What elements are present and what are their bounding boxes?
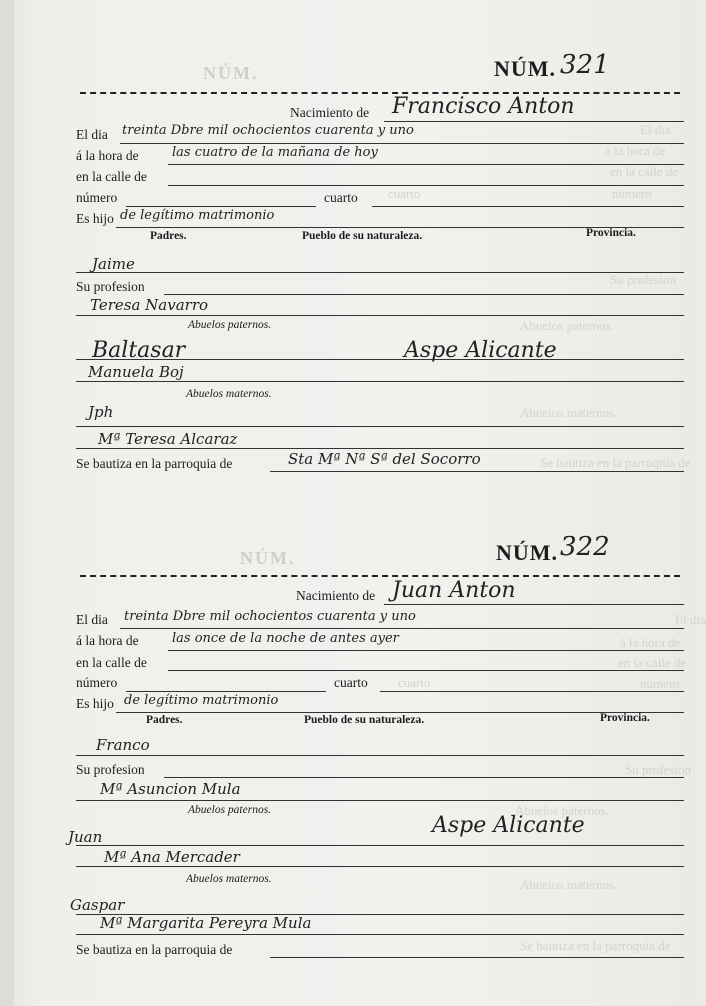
- abuelos-paternos-label-2: Abuelos paternos.: [188, 804, 272, 816]
- a-la-hora-value: las cuatro de la mañana de hoy: [172, 145, 378, 160]
- abuelo-materno-value: Jph: [88, 403, 114, 421]
- cuarto-line-2: [380, 691, 684, 692]
- madre-value-2: Mª Asuncion Mula: [100, 780, 241, 798]
- en-la-calle-line-2: [168, 670, 684, 671]
- number-underline-2: [80, 575, 680, 577]
- numero-line-2: [126, 691, 326, 692]
- bleed-su-profesion-2: Su profesion: [625, 762, 692, 777]
- abuela-paterna-line: [76, 381, 684, 382]
- abuelos-maternos-label-2: Abuelos maternos.: [186, 873, 272, 885]
- a-la-hora-line: [168, 164, 684, 165]
- bleed-su-profesion: Su profesion: [610, 272, 677, 287]
- numero-label-2: número: [76, 675, 118, 690]
- entry-number-value-2: 322: [560, 532, 610, 562]
- bleed-se-bautiza: Se bautiza en la parroquia de: [540, 455, 691, 470]
- en-la-calle-label: en la calle de: [76, 169, 147, 184]
- el-dia-value: treinta Dbre mil ochocientos cuarenta y uno: [122, 123, 414, 138]
- parroquia-value: Sta Mª Nª Sª del Socorro: [288, 450, 481, 468]
- nacimiento-value-2: Juan Anton: [392, 578, 516, 603]
- abuela-materna-value: Mª Teresa Alcaraz: [98, 430, 238, 448]
- bleed-abuelos-paternos-2: Abuelos paternos.: [515, 803, 609, 818]
- abuela-paterna-line-2: [76, 866, 684, 867]
- es-hijo-label-2: Es hijo: [76, 696, 114, 711]
- numero-label: número: [76, 190, 118, 205]
- abuelo-materno-line: [76, 426, 684, 427]
- cuarto-label: cuarto: [324, 190, 358, 205]
- bleed-num-label-2: NÚM.: [240, 548, 296, 568]
- lugar-value-2: Aspe Alicante: [432, 813, 585, 838]
- provincia-header-2: Provincia.: [600, 712, 650, 724]
- a-la-hora-label-2: á la hora de: [76, 633, 139, 648]
- parroquia-line: [270, 471, 684, 472]
- abuela-materna-line: [76, 448, 684, 449]
- abuelo-paterno-value-2: Juan: [68, 828, 103, 846]
- abuelos-paternos-label: Abuelos paternos.: [188, 319, 272, 331]
- abuela-paterna-value-2: Mª Ana Mercader: [104, 848, 240, 866]
- entry-number-label-2: NÚM.: [496, 540, 559, 565]
- bleed-a-la-hora: á la hora de: [605, 143, 666, 158]
- nacimiento-line-2: [384, 604, 684, 605]
- bleed-abuelos-maternos-2: Abuelos maternos.: [520, 877, 618, 892]
- padres-header: Padres.: [150, 230, 187, 242]
- profesion-line-2: [164, 777, 684, 778]
- es-hijo-value: de legítimo matrimonio: [120, 208, 275, 223]
- padre-line-2: [76, 755, 684, 756]
- el-dia-line-2: [120, 628, 684, 629]
- abuelo-materno-value-2: Gaspar: [70, 896, 125, 914]
- madre-line-2: [76, 800, 684, 801]
- padre-value-2: Franco: [96, 736, 150, 754]
- el-dia-line: [120, 143, 684, 144]
- profesion-line: [164, 294, 684, 295]
- bleed-a-la-hora-2: á la hora de: [620, 635, 681, 650]
- abuelo-paterno-line-2: [76, 845, 684, 846]
- padres-header-2: Padres.: [146, 714, 183, 726]
- su-profesion-label-2: Su profesion: [76, 762, 145, 777]
- nacimiento-label-2: Nacimiento de: [296, 588, 376, 603]
- abuelos-maternos-label: Abuelos maternos.: [186, 388, 272, 400]
- en-la-calle-line: [168, 185, 684, 186]
- abuelo-paterno-value: Baltasar: [92, 338, 186, 363]
- a-la-hora-line-2: [168, 650, 684, 651]
- number-underline: [80, 92, 680, 94]
- bleed-num-label: NÚM.: [203, 63, 259, 83]
- bleed-abuelos-maternos: Abuelos maternos.: [520, 405, 618, 420]
- entry-number-label: NÚM.: [494, 56, 557, 81]
- pueblo-header: Pueblo de su naturaleza.: [302, 230, 423, 242]
- pueblo-header-2: Pueblo de su naturaleza.: [304, 714, 425, 726]
- binding-shadow: [0, 0, 14, 1006]
- es-hijo-line-2: [116, 712, 684, 713]
- bleed-abuelos-paternos: Abuelos paternos.: [520, 318, 614, 333]
- nacimiento-label: Nacimiento de: [290, 105, 370, 120]
- entry-number-value: 321: [560, 50, 610, 80]
- su-profesion-label: Su profesion: [76, 279, 145, 294]
- cuarto-line: [372, 206, 684, 207]
- padre-value: Jaime: [92, 255, 135, 273]
- bleed-numero-2: número: [640, 676, 680, 691]
- el-dia-value-2: treinta Dbre mil ochocientos cuarenta y uno: [124, 609, 416, 624]
- cuarto-label-2: cuarto: [334, 675, 368, 690]
- madre-value: Teresa Navarro: [90, 296, 209, 314]
- numero-line: [126, 206, 316, 207]
- provincia-header: Provincia.: [586, 227, 636, 239]
- bleed-el-dia-2: El dia: [675, 612, 706, 627]
- es-hijo-value-2: de legítimo matrimonio: [124, 693, 279, 708]
- el-dia-label: El dia: [76, 127, 108, 142]
- nacimiento-line: [384, 121, 684, 122]
- a-la-hora-label: á la hora de: [76, 148, 139, 163]
- el-dia-label-2: El dia: [76, 612, 108, 627]
- abuela-materna-value-2: Mª Margarita Pereyra Mula: [100, 914, 312, 932]
- padre-line: [76, 272, 684, 273]
- bleed-cuarto: cuarto: [388, 186, 421, 201]
- bleed-se-bautiza-2: Se bautiza en la parroquia de: [520, 938, 671, 953]
- parroquia-line-2: [270, 957, 684, 958]
- abuelo-paterno-line: [76, 359, 684, 360]
- madre-line: [76, 315, 684, 316]
- bleed-en-la-calle: en la calle de: [610, 164, 679, 179]
- se-bautiza-label-2: Se bautiza en la parroquia de: [76, 942, 233, 957]
- abuela-materna-line-2: [76, 934, 684, 935]
- lugar-value: Aspe Alicante: [404, 338, 557, 363]
- abuela-paterna-value: Manuela Boj: [88, 363, 184, 381]
- bleed-el-dia: El dia: [640, 122, 671, 137]
- bleed-numero: número: [612, 186, 652, 201]
- nacimiento-value: Francisco Anton: [392, 94, 575, 119]
- bleed-en-la-calle-2: en la calle de: [618, 655, 687, 670]
- es-hijo-label: Es hijo: [76, 211, 114, 226]
- se-bautiza-label: Se bautiza en la parroquia de: [76, 456, 233, 471]
- bleed-cuarto-2: cuarto: [398, 675, 431, 690]
- en-la-calle-label-2: en la calle de: [76, 655, 147, 670]
- a-la-hora-value-2: las once de la noche de antes ayer: [172, 631, 399, 646]
